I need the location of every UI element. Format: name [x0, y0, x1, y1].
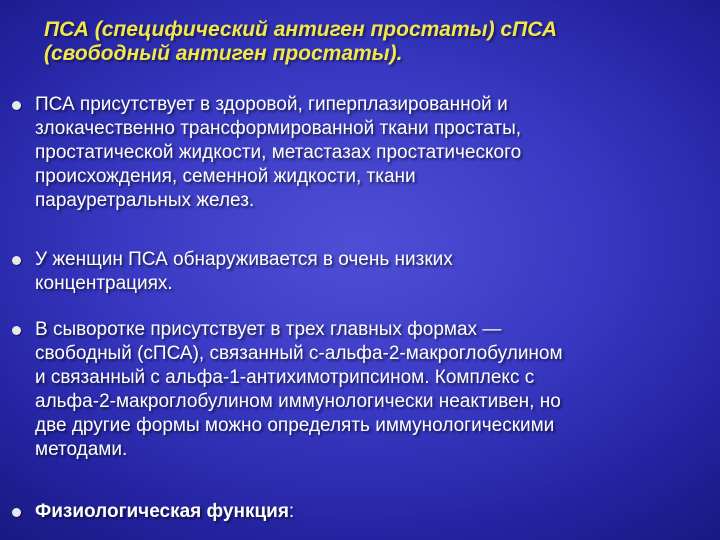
text-line: две другие формы можно определять иммунологическими	[35, 415, 555, 436]
text-line: и связанный с альфа-1-антихимотрипсином. Комплекс с	[35, 367, 535, 388]
slide-title	[44, 18, 684, 66]
bold-heading: Физиологическая функция	[35, 501, 289, 522]
text-line: свободный (сПСА), связанный с-альфа-2-макроглобулином	[35, 343, 563, 364]
title-line: (свободный антиген простаты).	[44, 42, 403, 65]
text-line: злокачественно трансформированной ткани простаты,	[35, 118, 522, 139]
bullet-text	[35, 500, 705, 524]
text-line: методами.	[35, 439, 128, 460]
text-line: альфа-2-макроглобулином иммунологически неактивен, но	[35, 391, 561, 412]
bullet-text	[35, 93, 705, 213]
text-line: происхождения, семенной жидкости, ткани	[35, 166, 416, 187]
text-line: В сыворотке присутствует в трех главных формах —	[35, 319, 502, 340]
text-line: концентрациях.	[35, 273, 173, 294]
text-line: простатической жидкости, метастазах простатического	[35, 142, 522, 163]
title-line: ПСА (специфический антиген простаты) сПСА	[44, 18, 558, 41]
bullet-text	[35, 248, 705, 296]
text-line: У женщин ПСА обнаруживается в очень низких	[35, 249, 453, 270]
bullet-dot-icon	[12, 256, 21, 265]
bullet-dot-icon	[12, 508, 21, 517]
text-line: ПСА присутствует в здоровой, гиперплазированной и	[35, 94, 508, 115]
bullet-dot-icon	[12, 326, 21, 335]
colon: :	[288, 501, 295, 522]
bullet-text	[35, 318, 705, 462]
bullet-dot-icon	[12, 101, 21, 110]
text-line	[35, 500, 705, 524]
text-line: парауретральных желез.	[35, 190, 255, 211]
